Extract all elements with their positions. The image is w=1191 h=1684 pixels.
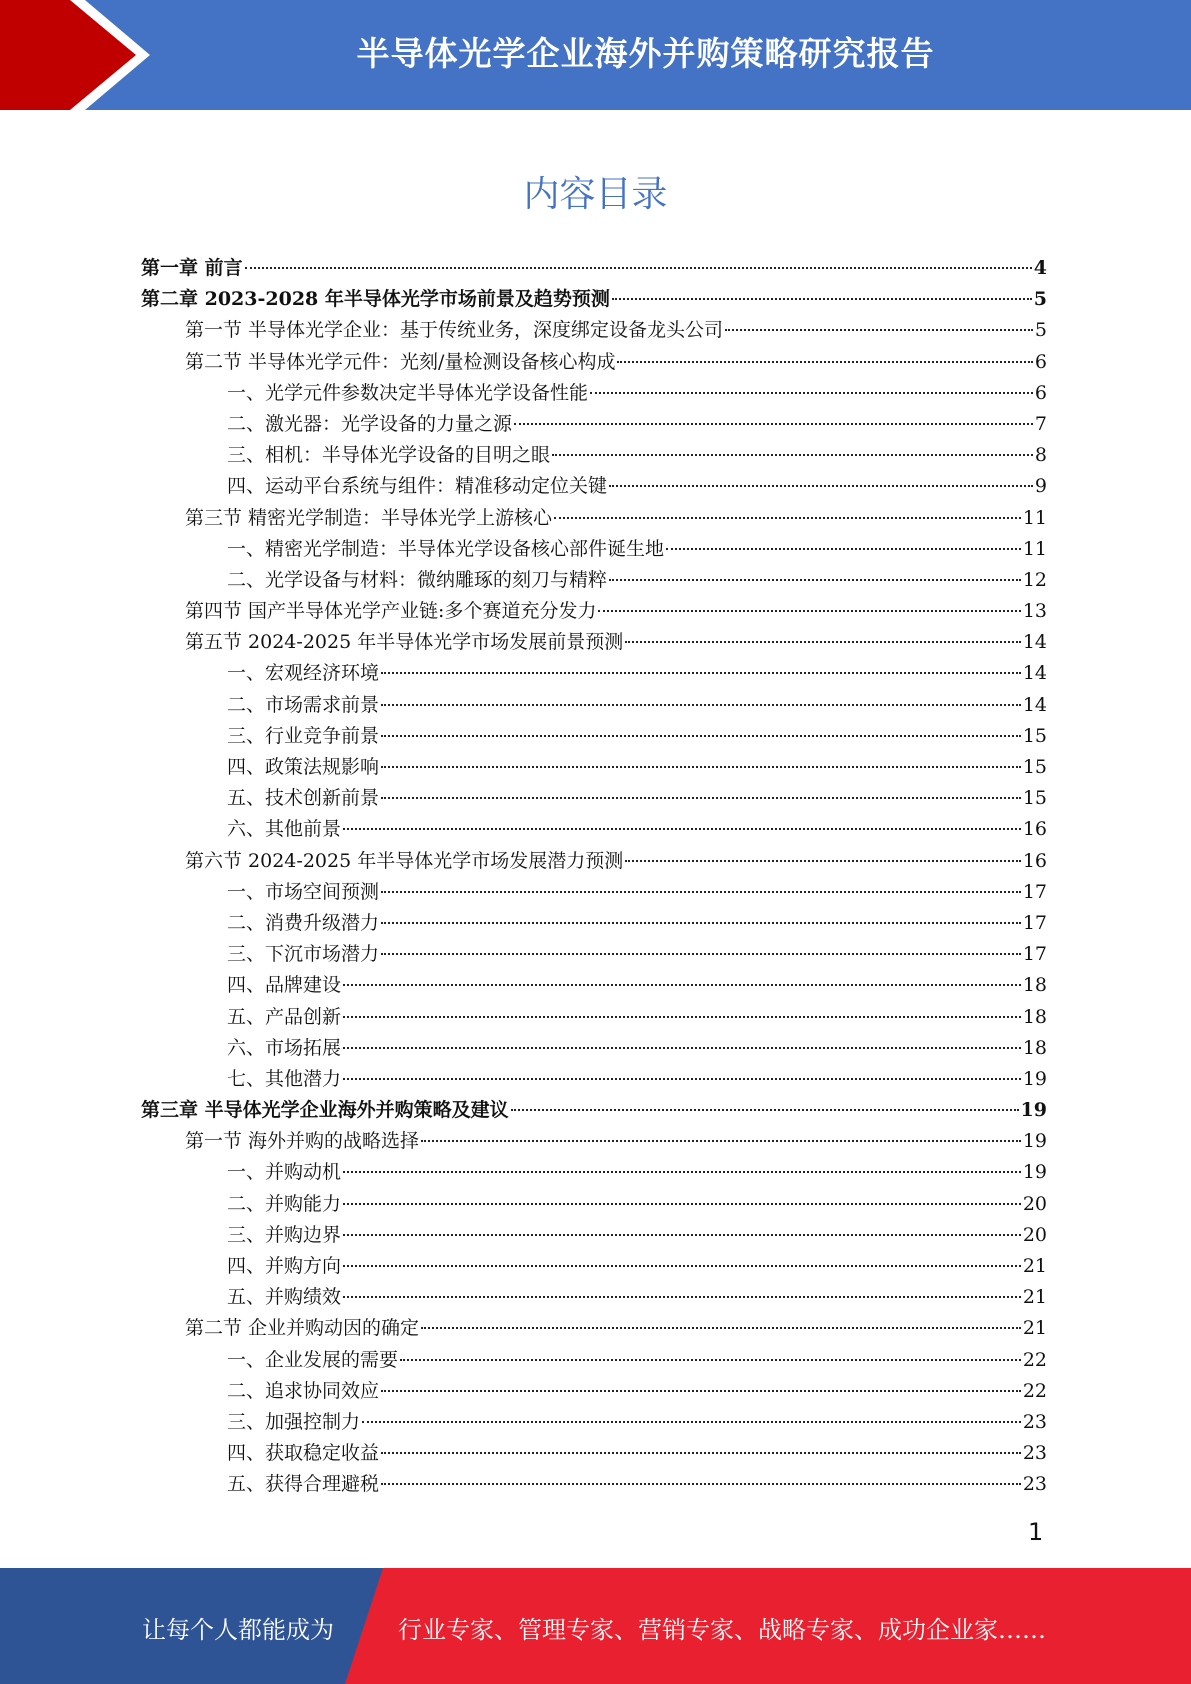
toc-leader-dots xyxy=(590,392,1033,394)
footer-slogan-left: 让每个人都能成为 xyxy=(142,1616,334,1644)
toc-leader-dots xyxy=(381,922,1021,924)
toc-entry-page: 21 xyxy=(1022,1317,1047,1340)
toc-entry-page: 17 xyxy=(1022,911,1047,934)
toc-entry-page: 13 xyxy=(1022,600,1047,623)
toc-entry-label: 七、其他潜力 xyxy=(227,1067,342,1090)
toc-entry-label: 一、精密光学制造：半导体光学设备核心部件诞生地 xyxy=(227,537,665,560)
toc-entry[interactable] xyxy=(141,1251,1047,1282)
toc-entry[interactable] xyxy=(141,1469,1047,1500)
toc-entry[interactable] xyxy=(141,814,1047,845)
toc-entry-label: 一、市场空间预测 xyxy=(227,880,380,903)
toc-entry[interactable] xyxy=(141,378,1047,409)
toc-entry-label: 二、追求协同效应 xyxy=(227,1379,380,1402)
toc-entry-label: 三、相机：半导体光学设备的目明之眼 xyxy=(227,444,551,467)
toc-leader-dots xyxy=(421,1140,1021,1142)
page-number: 1 xyxy=(1028,1518,1044,1546)
toc-entry-label: 五、并购绩效 xyxy=(227,1286,342,1309)
table-of-contents xyxy=(141,253,1047,1501)
toc-entry-label: 第二节 半导体光学元件：光刻/量检测设备核心构成 xyxy=(185,350,616,373)
toc-leader-dots xyxy=(554,517,1021,519)
toc-leader-dots xyxy=(343,1047,1021,1049)
toc-leader-dots xyxy=(343,828,1021,830)
toc-leader-dots xyxy=(343,1078,1021,1080)
toc-entry-page: 21 xyxy=(1022,1286,1047,1309)
toc-leader-dots xyxy=(381,704,1021,706)
toc-entry[interactable] xyxy=(141,1313,1047,1344)
toc-entry-label: 第五节 2024-2025 年半导体光学市场发展前景预测 xyxy=(185,631,624,654)
toc-entry-label: 四、运动平台系统与组件：精准移动定位关键 xyxy=(227,475,608,498)
toc-entry-page: 8 xyxy=(1034,444,1047,467)
toc-entry-label: 第四节 国产半导体光学产业链:多个赛道充分发力 xyxy=(185,600,597,623)
toc-leader-dots xyxy=(343,984,1021,986)
toc-entry[interactable] xyxy=(141,690,1047,721)
toc-entry-page: 22 xyxy=(1022,1379,1047,1402)
toc-entry[interactable] xyxy=(141,627,1047,658)
toc-leader-dots xyxy=(362,1421,1021,1423)
toc-entry-label: 一、宏观经济环境 xyxy=(227,662,380,685)
toc-entry-label: 三、行业竞争前景 xyxy=(227,724,380,747)
toc-entry-label: 二、市场需求前景 xyxy=(227,693,380,716)
toc-entry[interactable] xyxy=(141,1282,1047,1313)
toc-entry-label: 第六节 2024-2025 年半导体光学市场发展潜力预测 xyxy=(185,849,624,872)
toc-leader-dots xyxy=(343,1203,1021,1205)
toc-entry-label: 二、并购能力 xyxy=(227,1192,342,1215)
toc-entry-label: 五、产品创新 xyxy=(227,1005,342,1028)
toc-entry-label: 一、企业发展的需要 xyxy=(227,1348,399,1371)
toc-entry-page: 6 xyxy=(1034,350,1047,373)
toc-entry-page: 20 xyxy=(1022,1192,1047,1215)
toc-leader-dots xyxy=(725,329,1033,331)
toc-leader-dots xyxy=(511,1109,1019,1111)
toc-entry-page: 17 xyxy=(1022,880,1047,903)
toc-entry[interactable] xyxy=(141,783,1047,814)
toc-entry[interactable] xyxy=(141,1438,1047,1469)
toc-leader-dots xyxy=(343,1171,1021,1173)
toc-entry-label: 第三章 半导体光学企业海外并购策略及建议 xyxy=(141,1099,509,1122)
toc-leader-dots xyxy=(612,298,1032,300)
toc-entry-page: 18 xyxy=(1022,1036,1047,1059)
page-header xyxy=(0,0,1191,110)
toc-entry[interactable] xyxy=(141,503,1047,534)
toc-leader-dots xyxy=(381,735,1021,737)
toc-leader-dots xyxy=(381,1452,1021,1454)
footer-slogan-right: 行业专家、管理专家、营销专家、战略专家、成功企业家…… xyxy=(398,1616,1046,1644)
toc-entry[interactable] xyxy=(141,1157,1047,1188)
toc-entry-page: 22 xyxy=(1022,1348,1047,1371)
toc-entry-label: 二、激光器：光学设备的力量之源 xyxy=(227,412,513,435)
toc-entry-page: 16 xyxy=(1022,849,1047,872)
toc-entry[interactable] xyxy=(141,846,1047,877)
toc-entry-page: 11 xyxy=(1022,506,1047,529)
toc-entry-page: 16 xyxy=(1022,818,1047,841)
toc-entry[interactable] xyxy=(141,409,1047,440)
toc-entry[interactable] xyxy=(141,440,1047,471)
toc-leader-dots xyxy=(381,797,1021,799)
toc-entry-label: 三、下沉市场潜力 xyxy=(227,943,380,966)
toc-entry-page: 7 xyxy=(1034,412,1047,435)
toc-entry-label: 四、并购方向 xyxy=(227,1255,342,1277)
toc-entry[interactable] xyxy=(141,1407,1047,1438)
toc-entry[interactable] xyxy=(141,534,1047,565)
toc-entry-page: 5 xyxy=(1034,319,1047,342)
toc-leader-dots xyxy=(343,1265,1021,1267)
toc-leader-dots xyxy=(609,485,1033,487)
toc-entry[interactable] xyxy=(141,347,1047,378)
toc-leader-dots xyxy=(666,548,1021,550)
toc-entry[interactable] xyxy=(141,939,1047,970)
toc-entry-page: 11 xyxy=(1022,537,1047,560)
toc-leader-dots xyxy=(514,423,1033,425)
toc-entry-label: 六、市场拓展 xyxy=(227,1036,342,1059)
toc-leader-dots xyxy=(421,1327,1021,1329)
toc-entry-label: 二、光学设备与材料：微纳雕琢的刻刀与精粹 xyxy=(227,568,608,591)
toc-entry[interactable] xyxy=(141,471,1047,502)
toc-entry-page: 15 xyxy=(1022,756,1047,778)
toc-entry-label: 三、加强控制力 xyxy=(227,1410,361,1433)
toc-entry-page: 6 xyxy=(1034,381,1047,404)
toc-leader-dots xyxy=(381,953,1021,955)
toc-leader-dots xyxy=(343,1234,1021,1236)
toc-leader-dots xyxy=(609,579,1021,581)
toc-leader-dots xyxy=(343,1016,1021,1018)
toc-entry-page: 19 xyxy=(1022,1067,1047,1090)
toc-entry-page: 18 xyxy=(1022,1005,1047,1028)
toc-leader-dots xyxy=(625,641,1021,643)
toc-entry-page: 23 xyxy=(1022,1473,1047,1496)
toc-entry[interactable] xyxy=(141,596,1047,627)
toc-entry[interactable] xyxy=(141,315,1047,346)
toc-entry[interactable] xyxy=(141,1345,1047,1376)
toc-heading: 内容目录 xyxy=(523,174,668,215)
toc-leader-dots xyxy=(625,860,1021,862)
toc-entry[interactable] xyxy=(141,1189,1047,1220)
toc-entry-page: 14 xyxy=(1022,662,1047,685)
toc-leader-dots xyxy=(381,672,1021,674)
toc-entry-page: 21 xyxy=(1022,1255,1047,1277)
header-chevron-icon xyxy=(0,0,136,110)
toc-entry-label: 第一节 海外并购的战略选择 xyxy=(185,1130,420,1153)
toc-entry-page: 18 xyxy=(1022,974,1047,997)
toc-entry-label: 一、光学元件参数决定半导体光学设备性能 xyxy=(227,381,589,404)
toc-entry[interactable] xyxy=(141,908,1047,939)
toc-entry-page: 9 xyxy=(1034,475,1047,498)
toc-entry-page: 23 xyxy=(1022,1410,1047,1433)
toc-entry-page: 14 xyxy=(1022,631,1047,654)
toc-leader-dots xyxy=(617,361,1032,363)
toc-entry-label: 四、获取稳定收益 xyxy=(227,1442,380,1465)
toc-entry[interactable] xyxy=(141,877,1047,908)
toc-leader-dots xyxy=(381,1390,1021,1392)
toc-entry-label: 二、消费升级潜力 xyxy=(227,911,380,934)
toc-entry[interactable] xyxy=(141,1002,1047,1033)
toc-entry-label: 五、技术创新前景 xyxy=(227,787,380,810)
toc-leader-dots xyxy=(552,454,1033,456)
toc-entry-page: 15 xyxy=(1022,787,1047,810)
toc-entry[interactable] xyxy=(141,752,1047,783)
toc-entry-page: 19 xyxy=(1022,1161,1047,1184)
toc-leader-dots xyxy=(343,1296,1021,1298)
toc-entry-label: 五、获得合理避税 xyxy=(227,1473,380,1496)
toc-entry[interactable] xyxy=(141,1376,1047,1407)
toc-entry-label: 第一节 半导体光学企业：基于传统业务，深度绑定设备龙头公司 xyxy=(185,319,724,342)
toc-entry[interactable] xyxy=(141,1126,1047,1157)
toc-entry[interactable] xyxy=(141,253,1047,284)
toc-leader-dots xyxy=(381,891,1021,893)
toc-entry-label: 一、并购动机 xyxy=(227,1161,342,1184)
toc-entry-page: 20 xyxy=(1022,1223,1047,1246)
toc-entry-page: 19 xyxy=(1022,1130,1047,1153)
toc-entry-label: 第三节 精密光学制造：半导体光学上游核心 xyxy=(185,506,553,529)
toc-entry[interactable] xyxy=(141,1220,1047,1251)
toc-entry[interactable] xyxy=(141,970,1047,1001)
toc-entry-page: 4 xyxy=(1033,257,1047,279)
toc-entry-label: 四、品牌建设 xyxy=(227,974,342,997)
toc-entry-label: 三、并购边界 xyxy=(227,1223,342,1246)
toc-entry-label: 第二章 2023-2028 年半导体光学市场前景及趋势预测 xyxy=(141,288,610,311)
toc-entry[interactable] xyxy=(141,1064,1047,1095)
toc-leader-dots xyxy=(245,267,1032,269)
toc-entry-page: 17 xyxy=(1022,943,1047,966)
toc-leader-dots xyxy=(381,766,1021,768)
toc-entry[interactable] xyxy=(141,1095,1047,1126)
report-title: 半导体光学企业海外并购策略研究报告 xyxy=(356,34,935,73)
toc-entry[interactable] xyxy=(141,565,1047,596)
toc-entry[interactable] xyxy=(141,1033,1047,1064)
toc-leader-dots xyxy=(598,610,1020,612)
toc-leader-dots xyxy=(381,1483,1021,1485)
toc-entry-page: 15 xyxy=(1022,724,1047,747)
toc-entry-page: 19 xyxy=(1020,1099,1047,1122)
toc-entry[interactable] xyxy=(141,658,1047,689)
toc-entry-label: 第二节 企业并购动因的确定 xyxy=(185,1317,420,1340)
page-footer xyxy=(0,1568,1191,1684)
toc-entry-page: 5 xyxy=(1033,288,1047,311)
toc-leader-dots xyxy=(400,1359,1021,1361)
toc-entry-page: 12 xyxy=(1022,568,1047,591)
toc-entry[interactable] xyxy=(141,284,1047,315)
toc-entry-page: 23 xyxy=(1022,1442,1047,1465)
toc-entry-page: 14 xyxy=(1022,693,1047,716)
toc-entry[interactable] xyxy=(141,721,1047,752)
toc-entry-label: 六、其他前景 xyxy=(227,818,342,841)
toc-entry-label: 第一章 前言 xyxy=(141,257,243,279)
toc-entry-label: 四、政策法规影响 xyxy=(227,756,380,778)
